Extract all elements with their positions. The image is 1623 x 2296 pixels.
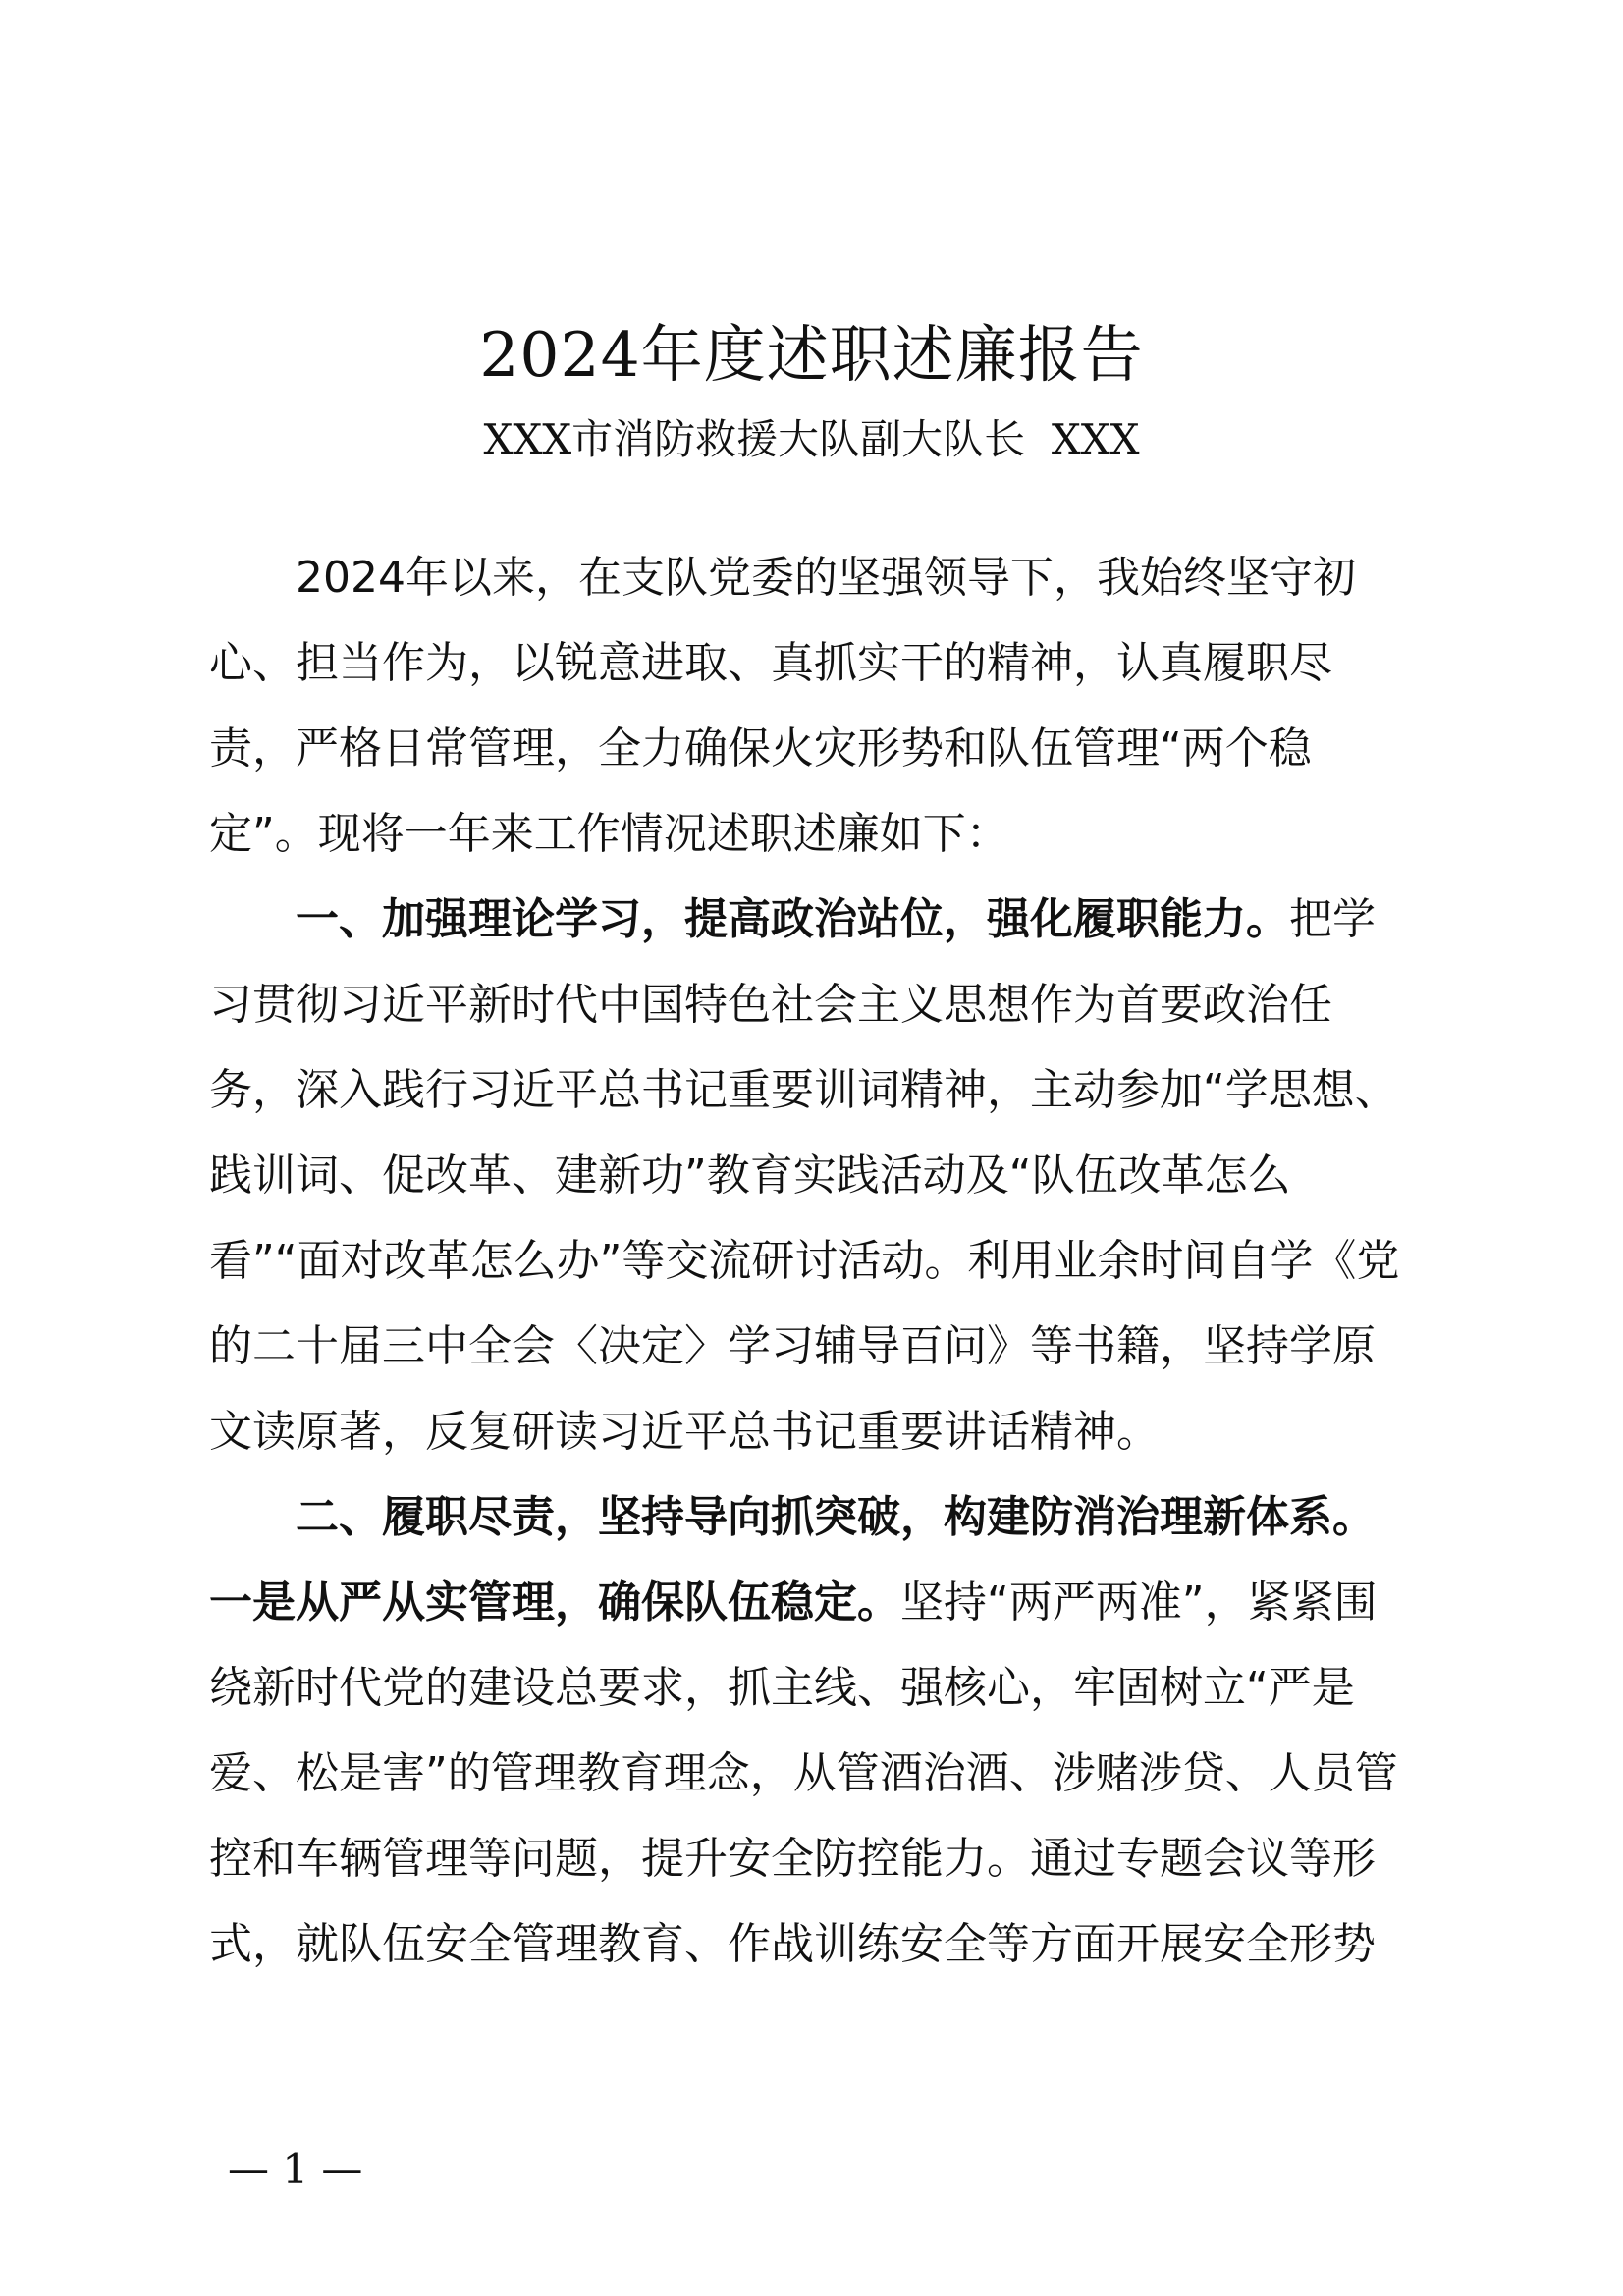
page-number: — 1 — [228, 2145, 363, 2193]
paragraph-text: 2024年以来，在支队党委的坚强领导下，我始终坚守初心、担当作为，以锐意进取、真抓实干的精神，认真履职尽责，严格日常管理，全力确保火灾形势和队伍管理“两个稳定”。现将一年来工作情况述职述廉如下： [209, 553, 1356, 859]
paragraph-section-2-1 [209, 1560, 1417, 1987]
document-title: 2024年度述职述廉报告 [479, 319, 1144, 391]
paragraph-text: 坚持“两严两准”，紧紧围绕新时代党的建设总要求，抓主线、强核心，牢固树立“严是爱、松是害”的管理教育理念，从管酒治酒、涉赌涉贷、人员管控和车辆管理等问题，提升安全防控能力。通过专题会议等形式，就队伍安全管理教育、作战训练安全等方面开展安全形势 [209, 1577, 1398, 1969]
section-heading: 二、履职尽责，坚持导向抓突破，构建防消治理新体系。 [296, 1492, 1376, 1542]
document-subtitle: XXX市消防救援大队副大队长 XXX [483, 415, 1140, 463]
document-body [209, 535, 1417, 1987]
section-heading: 一、加强理论学习，提高政治站位，强化履职能力。 [296, 894, 1289, 944]
paragraph-text: 把学习贯彻习近平新时代中国特色社会主义思想作为首要政治任务，深入践行习近平总书记重要训词精神，主动参加“学思想、践训词、促改革、建新功”教育实践活动及“队伍改革怎么看”“面对改革怎么办”等交流研讨活动。利用业余时间自学《党的二十届三中全会〈决定〉学习辅导百问》等书籍，坚持学原文读原著，反复研读习近平总书记重要讲话精神。 [209, 894, 1400, 1457]
paragraph-section-2 [209, 1474, 1417, 1560]
paragraph-section-1 [209, 877, 1417, 1474]
subsection-heading: 一是从严从实管理，确保队伍稳定。 [209, 1577, 900, 1628]
paragraph-intro [209, 535, 1417, 877]
